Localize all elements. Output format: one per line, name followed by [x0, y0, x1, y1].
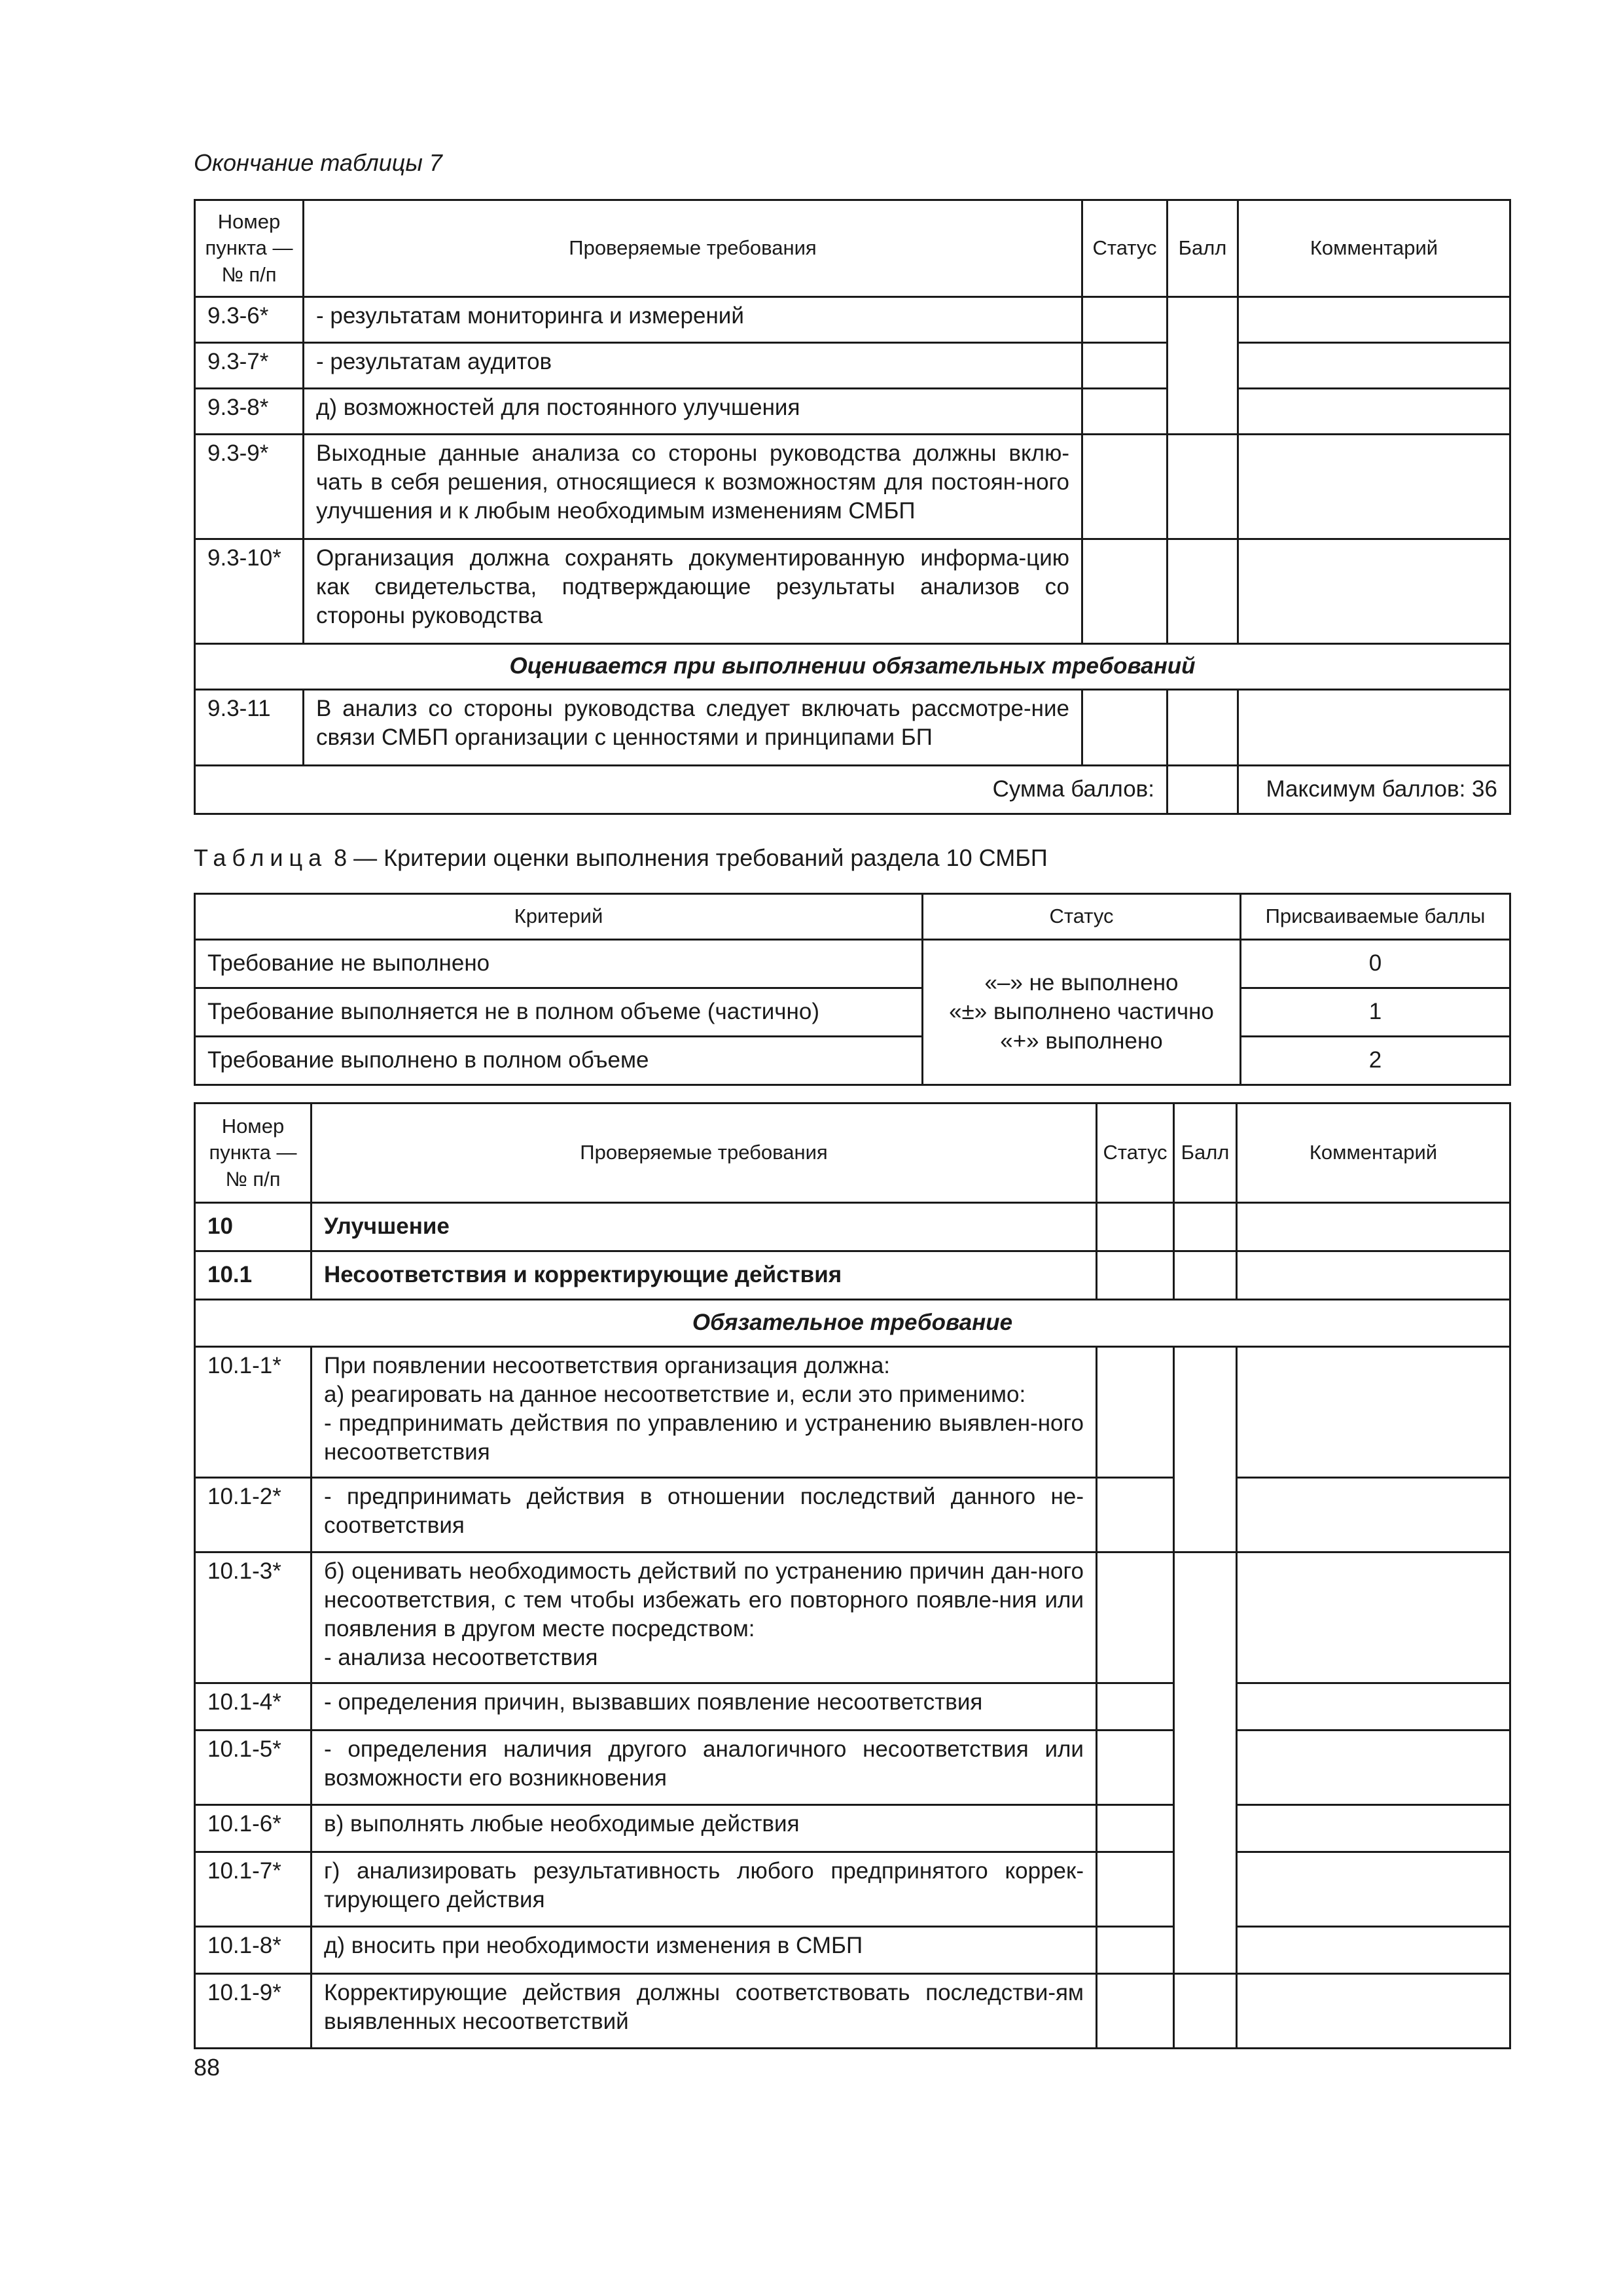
comment-cell[interactable]: [1238, 297, 1510, 343]
status-cell[interactable]: [1097, 1552, 1174, 1683]
table-continuation-caption: Окончание таблицы 7: [194, 149, 442, 176]
status-cell[interactable]: [1097, 1852, 1174, 1927]
header-status: Статус: [923, 894, 1241, 940]
header-score: Балл: [1174, 1103, 1237, 1203]
table-row: [195, 1805, 1510, 1852]
header-comment: Комментарий: [1237, 1103, 1510, 1203]
score-cell[interactable]: [1174, 1347, 1237, 1552]
score-cell[interactable]: [1174, 1251, 1237, 1300]
comment-cell[interactable]: [1237, 1552, 1510, 1683]
header-points: Присваиваемые баллы: [1241, 894, 1510, 940]
comment-cell[interactable]: [1238, 343, 1510, 389]
comment-cell[interactable]: [1238, 690, 1510, 766]
sum-row: [195, 766, 1510, 814]
header-number: Номер пункта — № п/п: [195, 200, 304, 297]
table-row: [195, 1552, 1510, 1683]
comment-cell[interactable]: [1237, 1478, 1510, 1552]
table-row: [195, 1347, 1510, 1478]
table-row: [195, 1683, 1510, 1731]
header-requirements: Проверяемые требования: [304, 200, 1082, 297]
requirement-text: д) вносить при необходимости изменения в СМБП: [312, 1927, 1097, 1974]
row-number: 9.3-11: [195, 690, 304, 766]
header-comment: Комментарий: [1238, 200, 1510, 297]
requirement-text: Организация должна сохранять документированную информа-цию как свидетельства, подтверждающие результаты анализов со стороны руководства: [304, 539, 1082, 644]
header-number: Номер пункта — № п/п: [195, 1103, 312, 1203]
status-cell[interactable]: [1097, 1478, 1174, 1552]
requirement-text: В анализ со стороны руководства следует включать рассмотре-ние связи СМБП организации с ценностями и принципами БП: [304, 690, 1082, 766]
row-number: 10.1-4*: [195, 1683, 312, 1731]
sum-label: Сумма баллов:: [195, 766, 1168, 814]
header-status: Статус: [1082, 200, 1168, 297]
comment-cell[interactable]: [1237, 1852, 1510, 1927]
table-7-header: [195, 200, 1510, 297]
comment-cell[interactable]: [1237, 1731, 1510, 1805]
requirement-text: Выходные данные анализа со стороны руководства должны вклю-чать в себя решения, относящиеся к возможностям для постоян-ного улучшения и к любым необходимым изменениям СМБП: [304, 435, 1082, 539]
row-number: 9.3-8*: [195, 389, 304, 435]
row-number: 10.1-1*: [195, 1347, 312, 1478]
row-number: 10.1-2*: [195, 1478, 312, 1552]
score-cell[interactable]: [1168, 690, 1238, 766]
section-title: Обязательное требование: [195, 1300, 1510, 1347]
status-legend-line: «+» выполнено: [1000, 1028, 1163, 1054]
comment-cell[interactable]: [1237, 1347, 1510, 1478]
requirement-text: При появлении несоответствия организация должна: а) реагировать на данное несоответствие и, если это применимо: - предпринимать действия по управлению и устранению выявлен-ного несоответствия: [312, 1347, 1097, 1478]
subchapter-title: Несоответствия и корректирующие действия: [312, 1251, 1097, 1300]
page-number: 88: [194, 2054, 221, 2081]
comment-cell[interactable]: [1237, 1203, 1510, 1251]
score-cell[interactable]: [1168, 539, 1238, 644]
table-row: [195, 1478, 1510, 1552]
row-number: 9.3-9*: [195, 435, 304, 539]
chapter-title: Улучшение: [312, 1203, 1097, 1251]
sum-value-cell[interactable]: [1168, 766, 1238, 814]
requirement-text: - результатам мониторинга и измерений: [304, 297, 1082, 343]
status-legend-line: «±» выполнено частично: [949, 999, 1214, 1025]
comment-cell[interactable]: [1238, 435, 1510, 539]
row-number: 10.1-7*: [195, 1852, 312, 1927]
status-cell[interactable]: [1082, 539, 1168, 644]
section-row: [195, 1300, 1510, 1347]
header-score: Балл: [1168, 200, 1238, 297]
status-cell[interactable]: [1082, 690, 1168, 766]
status-cell[interactable]: [1097, 1731, 1174, 1805]
status-cell[interactable]: [1097, 1927, 1174, 1974]
table-7: [194, 199, 1511, 815]
status-legend-line: «–» не выполнено: [984, 970, 1179, 996]
table-row: [195, 435, 1510, 539]
max-score-label: Максимум баллов: 36: [1238, 766, 1510, 814]
requirement-text: Корректирующие действия должны соответствовать последстви-ям выявленных несоответствий: [312, 1974, 1097, 2049]
comment-cell[interactable]: [1237, 1805, 1510, 1852]
table-row: [195, 1974, 1510, 2049]
table-row: [195, 1852, 1510, 1927]
requirement-text: в) выполнять любые необходимые действия: [312, 1805, 1097, 1852]
table-8-caption-title: 8 — Критерии оценки выполнения требований раздела 10 СМБП: [327, 844, 1048, 871]
points-value: 2: [1241, 1037, 1510, 1085]
requirement-text: д) возможностей для постоянного улучшения: [304, 389, 1082, 435]
table-row: [195, 539, 1510, 644]
score-cell[interactable]: [1174, 1552, 1237, 1974]
requirement-text: - определения наличия другого аналогичного несоответствия или возможности его возникновения: [312, 1731, 1097, 1805]
row-number: 9.3-6*: [195, 297, 304, 343]
status-cell[interactable]: [1082, 435, 1168, 539]
requirement-text: б) оценивать необходимость действий по устранению причин дан-ного несоответствия, с тем чтобы избежать его повторного появле-ния или появления в другом месте посредством: - анализа несоответствия: [312, 1552, 1097, 1683]
header-criterion: Критерий: [195, 894, 923, 940]
points-value: 1: [1241, 988, 1510, 1037]
score-cell[interactable]: [1168, 435, 1238, 539]
requirement-text: - определения причин, вызвавших появление несоответствия: [312, 1683, 1097, 1731]
comment-cell[interactable]: [1237, 1683, 1510, 1731]
status-cell[interactable]: [1082, 389, 1168, 435]
row-number: 10.1: [195, 1251, 312, 1300]
table-8-criteria: [194, 893, 1511, 1086]
points-value: 0: [1241, 940, 1510, 988]
score-cell[interactable]: [1174, 1203, 1237, 1251]
score-cell[interactable]: [1174, 1974, 1237, 2049]
section-row: [195, 644, 1510, 690]
requirement-text: г) анализировать результативность любого предпринятого коррек-тирующего действия: [312, 1852, 1097, 1927]
status-cell[interactable]: [1082, 297, 1168, 343]
header-requirements: Проверяемые требования: [312, 1103, 1097, 1203]
criteria-row: [195, 988, 1510, 1037]
score-cell[interactable]: [1168, 297, 1238, 435]
comment-cell[interactable]: [1237, 1251, 1510, 1300]
section-title: Оценивается при выполнении обязательных требований: [195, 644, 1510, 690]
table-row: [195, 389, 1510, 435]
row-number: 10.1-5*: [195, 1731, 312, 1805]
comment-cell[interactable]: [1238, 389, 1510, 435]
table-8-header: [195, 894, 1510, 940]
table-section-10: [194, 1102, 1511, 2049]
criterion-text: Требование не выполнено: [195, 940, 923, 988]
criteria-row: [195, 940, 1510, 988]
status-cell[interactable]: [1082, 343, 1168, 389]
row-number: 9.3-10*: [195, 539, 304, 644]
status-cell[interactable]: [1097, 1683, 1174, 1731]
status-cell[interactable]: [1097, 1347, 1174, 1478]
criterion-text: Требование выполнено в полном объеме: [195, 1037, 923, 1085]
status-cell[interactable]: [1097, 1251, 1174, 1300]
table-row: [195, 343, 1510, 389]
chapter-row: [195, 1203, 1510, 1251]
row-number: 10.1-6*: [195, 1805, 312, 1852]
table-8-caption: [194, 844, 1048, 872]
requirement-text: - результатам аудитов: [304, 343, 1082, 389]
table-row: [195, 297, 1510, 343]
row-number: 10.1-9*: [195, 1974, 312, 2049]
status-cell[interactable]: [1097, 1805, 1174, 1852]
table-row: [195, 690, 1510, 766]
subchapter-row: [195, 1251, 1510, 1300]
status-cell[interactable]: [1097, 1974, 1174, 2049]
status-cell[interactable]: [1097, 1203, 1174, 1251]
table-10-header: [195, 1103, 1510, 1203]
status-legend: [923, 940, 1241, 1085]
row-number: 10.1-3*: [195, 1552, 312, 1683]
table-row: [195, 1731, 1510, 1805]
header-status: Статус: [1097, 1103, 1174, 1203]
table-row: [195, 1927, 1510, 1974]
table-8-caption-prefix: Таблица: [194, 844, 328, 871]
row-number: 10: [195, 1203, 312, 1251]
comment-cell[interactable]: [1238, 539, 1510, 644]
comment-cell[interactable]: [1237, 1927, 1510, 1974]
comment-cell[interactable]: [1237, 1974, 1510, 2049]
row-number: 9.3-7*: [195, 343, 304, 389]
row-number: 10.1-8*: [195, 1927, 312, 1974]
requirement-text: - предпринимать действия в отношении последствий данного не-соответствия: [312, 1478, 1097, 1552]
criteria-row: [195, 1037, 1510, 1085]
criterion-text: Требование выполняется не в полном объеме (частично): [195, 988, 923, 1037]
